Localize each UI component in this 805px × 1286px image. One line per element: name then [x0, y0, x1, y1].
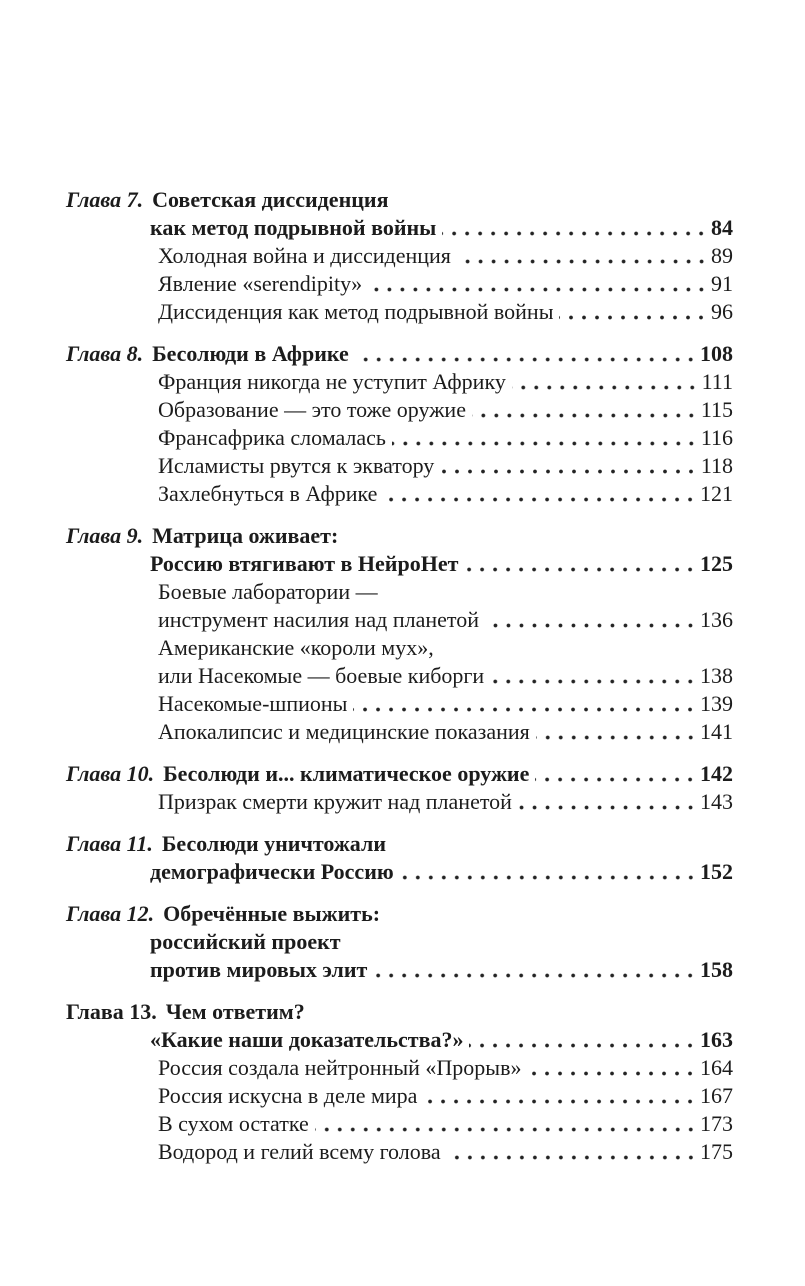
toc-row	[66, 368, 733, 396]
toc-chapter	[66, 760, 733, 816]
chapter-title: Бесолюди в Африке	[152, 341, 349, 366]
toc-row	[66, 690, 733, 718]
toc-entry: Холодная война и диссиденция	[158, 243, 451, 268]
page-number: 152	[700, 859, 733, 884]
page-number: 158	[700, 957, 733, 982]
dot-leader	[373, 956, 697, 984]
page-number: 136	[700, 607, 733, 632]
dot-leader	[512, 368, 699, 396]
dot-leader	[490, 662, 697, 690]
dot-leader	[527, 1054, 697, 1082]
toc-entry: Насекомые-шпионы	[158, 691, 348, 716]
toc-entry: Апокалипсис и медицинские показания	[158, 719, 530, 744]
toc-row	[66, 340, 733, 368]
toc-entry: Исламисты рвутся к экватору	[158, 453, 435, 478]
page-number: 138	[700, 663, 733, 688]
chapter-title: демографически Россию	[150, 859, 394, 884]
page-number: 115	[700, 397, 733, 422]
chapter-label: Глава 13.	[66, 999, 157, 1024]
dot-leader	[559, 298, 708, 326]
toc-row	[66, 858, 733, 886]
page-number: 111	[701, 369, 733, 394]
page-number: 175	[700, 1139, 733, 1164]
chapter-title: Бесолюди уничтожали	[161, 831, 387, 856]
dot-leader	[469, 1026, 697, 1054]
toc-entry: Боевые лаборатории —	[158, 579, 378, 604]
toc-row	[66, 760, 733, 788]
dot-leader	[535, 760, 697, 788]
page-number: 89	[711, 243, 733, 268]
toc-entry: Захлебнуться в Африке	[158, 481, 378, 506]
toc-entry: Франсафрика сломалась	[158, 425, 386, 450]
page-number: 96	[711, 299, 733, 324]
chapter-label: Глава 11.	[66, 831, 153, 856]
toc-row	[66, 1054, 733, 1082]
toc-chapter	[66, 340, 733, 508]
toc-entry: или Насекомые — боевые киборги	[158, 663, 485, 688]
dot-leader	[355, 340, 697, 368]
toc-row	[66, 788, 733, 816]
toc-entry: Призрак смерти кружит над планетой	[158, 789, 512, 814]
toc-row	[66, 186, 733, 214]
toc-row	[66, 900, 733, 928]
toc-row	[66, 956, 733, 984]
toc-row	[66, 634, 733, 662]
toc-chapter	[66, 900, 733, 984]
toc-row	[66, 242, 733, 270]
chapter-label: Глава 9.	[66, 523, 144, 548]
toc-row	[66, 1138, 733, 1166]
chapter-label: Глава 8.	[66, 341, 144, 366]
dot-leader	[440, 452, 698, 480]
toc-row	[66, 550, 733, 578]
toc-row	[66, 424, 733, 452]
dot-leader	[472, 396, 698, 424]
toc-row	[66, 928, 733, 956]
toc-row	[66, 214, 733, 242]
toc-row	[66, 298, 733, 326]
dot-leader	[457, 242, 708, 270]
toc-chapter	[66, 830, 733, 886]
page-number: 164	[700, 1055, 733, 1080]
toc-chapter	[66, 186, 733, 326]
dot-leader	[442, 214, 708, 242]
page-number: 142	[700, 761, 733, 786]
chapter-title: Матрица оживает:	[152, 523, 339, 548]
page-number: 91	[711, 271, 733, 296]
chapter-title: российский проект	[150, 929, 341, 954]
toc-row	[66, 480, 733, 508]
page-number: 141	[700, 719, 733, 744]
toc-row	[66, 1110, 733, 1138]
toc-row	[66, 662, 733, 690]
chapter-title: Обречённые выжить:	[163, 901, 381, 926]
dot-leader	[464, 550, 697, 578]
page-number: 163	[700, 1027, 733, 1052]
toc-row	[66, 522, 733, 550]
toc-entry: Россия создала нейтронный «Прорыв»	[158, 1055, 522, 1080]
chapter-title: Бесолюди и... климатическое оружие	[163, 761, 530, 786]
page-number: 108	[700, 341, 733, 366]
toc-row	[66, 998, 733, 1026]
chapter-label: Глава 10.	[66, 761, 155, 786]
toc-row	[66, 1026, 733, 1054]
toc-entry: Водород и гелий всему голова	[158, 1139, 441, 1164]
dot-leader	[400, 858, 697, 886]
toc-entry: В сухом остатке	[158, 1111, 309, 1136]
toc	[66, 186, 733, 1166]
toc-entry: инструмент насилия над планетой	[158, 607, 480, 632]
page-number: 139	[700, 691, 733, 716]
dot-leader	[423, 1082, 697, 1110]
dot-leader	[353, 690, 697, 718]
toc-row	[66, 606, 733, 634]
toc-row	[66, 1082, 733, 1110]
chapter-title: Чем ответим?	[165, 999, 305, 1024]
toc-row	[66, 452, 733, 480]
chapter-title: Советская диссиденция	[152, 187, 389, 212]
toc-entry: Явление «serendipity»	[158, 271, 363, 296]
chapter-title: против мировых элит	[150, 957, 368, 982]
toc-entry: Американские «короли мух»,	[158, 635, 434, 660]
toc-entry: Образование — это тоже оружие	[158, 397, 466, 422]
chapter-label: Глава 12.	[66, 901, 155, 926]
toc-entry: Диссиденция как метод подрывной войны	[158, 299, 554, 324]
page-number: 121	[700, 481, 733, 506]
toc-chapter	[66, 522, 733, 746]
toc-row	[66, 830, 733, 858]
toc-row	[66, 718, 733, 746]
page-number: 167	[700, 1083, 733, 1108]
page-number: 118	[700, 453, 733, 478]
page-number: 125	[700, 551, 733, 576]
toc-row	[66, 396, 733, 424]
page-number: 143	[700, 789, 733, 814]
dot-leader	[383, 480, 697, 508]
chapter-title: «Какие наши доказательства?»	[150, 1027, 464, 1052]
toc-entry: Россия искусна в деле мира	[158, 1083, 418, 1108]
toc-chapter	[66, 998, 733, 1166]
dot-leader	[447, 1138, 697, 1166]
chapter-title: Россию втягивают в НейроНет	[150, 551, 459, 576]
page-number: 173	[700, 1111, 733, 1136]
chapter-title: как метод подрывной войны	[150, 215, 437, 240]
toc-entry: Франция никогда не уступит Африку	[158, 369, 506, 394]
page-number: 116	[700, 425, 733, 450]
toc-row	[66, 270, 733, 298]
dot-leader	[392, 424, 698, 452]
dot-leader	[485, 606, 697, 634]
dot-leader	[315, 1110, 697, 1138]
page-number: 84	[711, 215, 733, 240]
toc-row	[66, 578, 733, 606]
dot-leader	[536, 718, 697, 746]
dot-leader	[518, 788, 697, 816]
chapter-label: Глава 7.	[66, 187, 144, 212]
dot-leader	[368, 270, 708, 298]
